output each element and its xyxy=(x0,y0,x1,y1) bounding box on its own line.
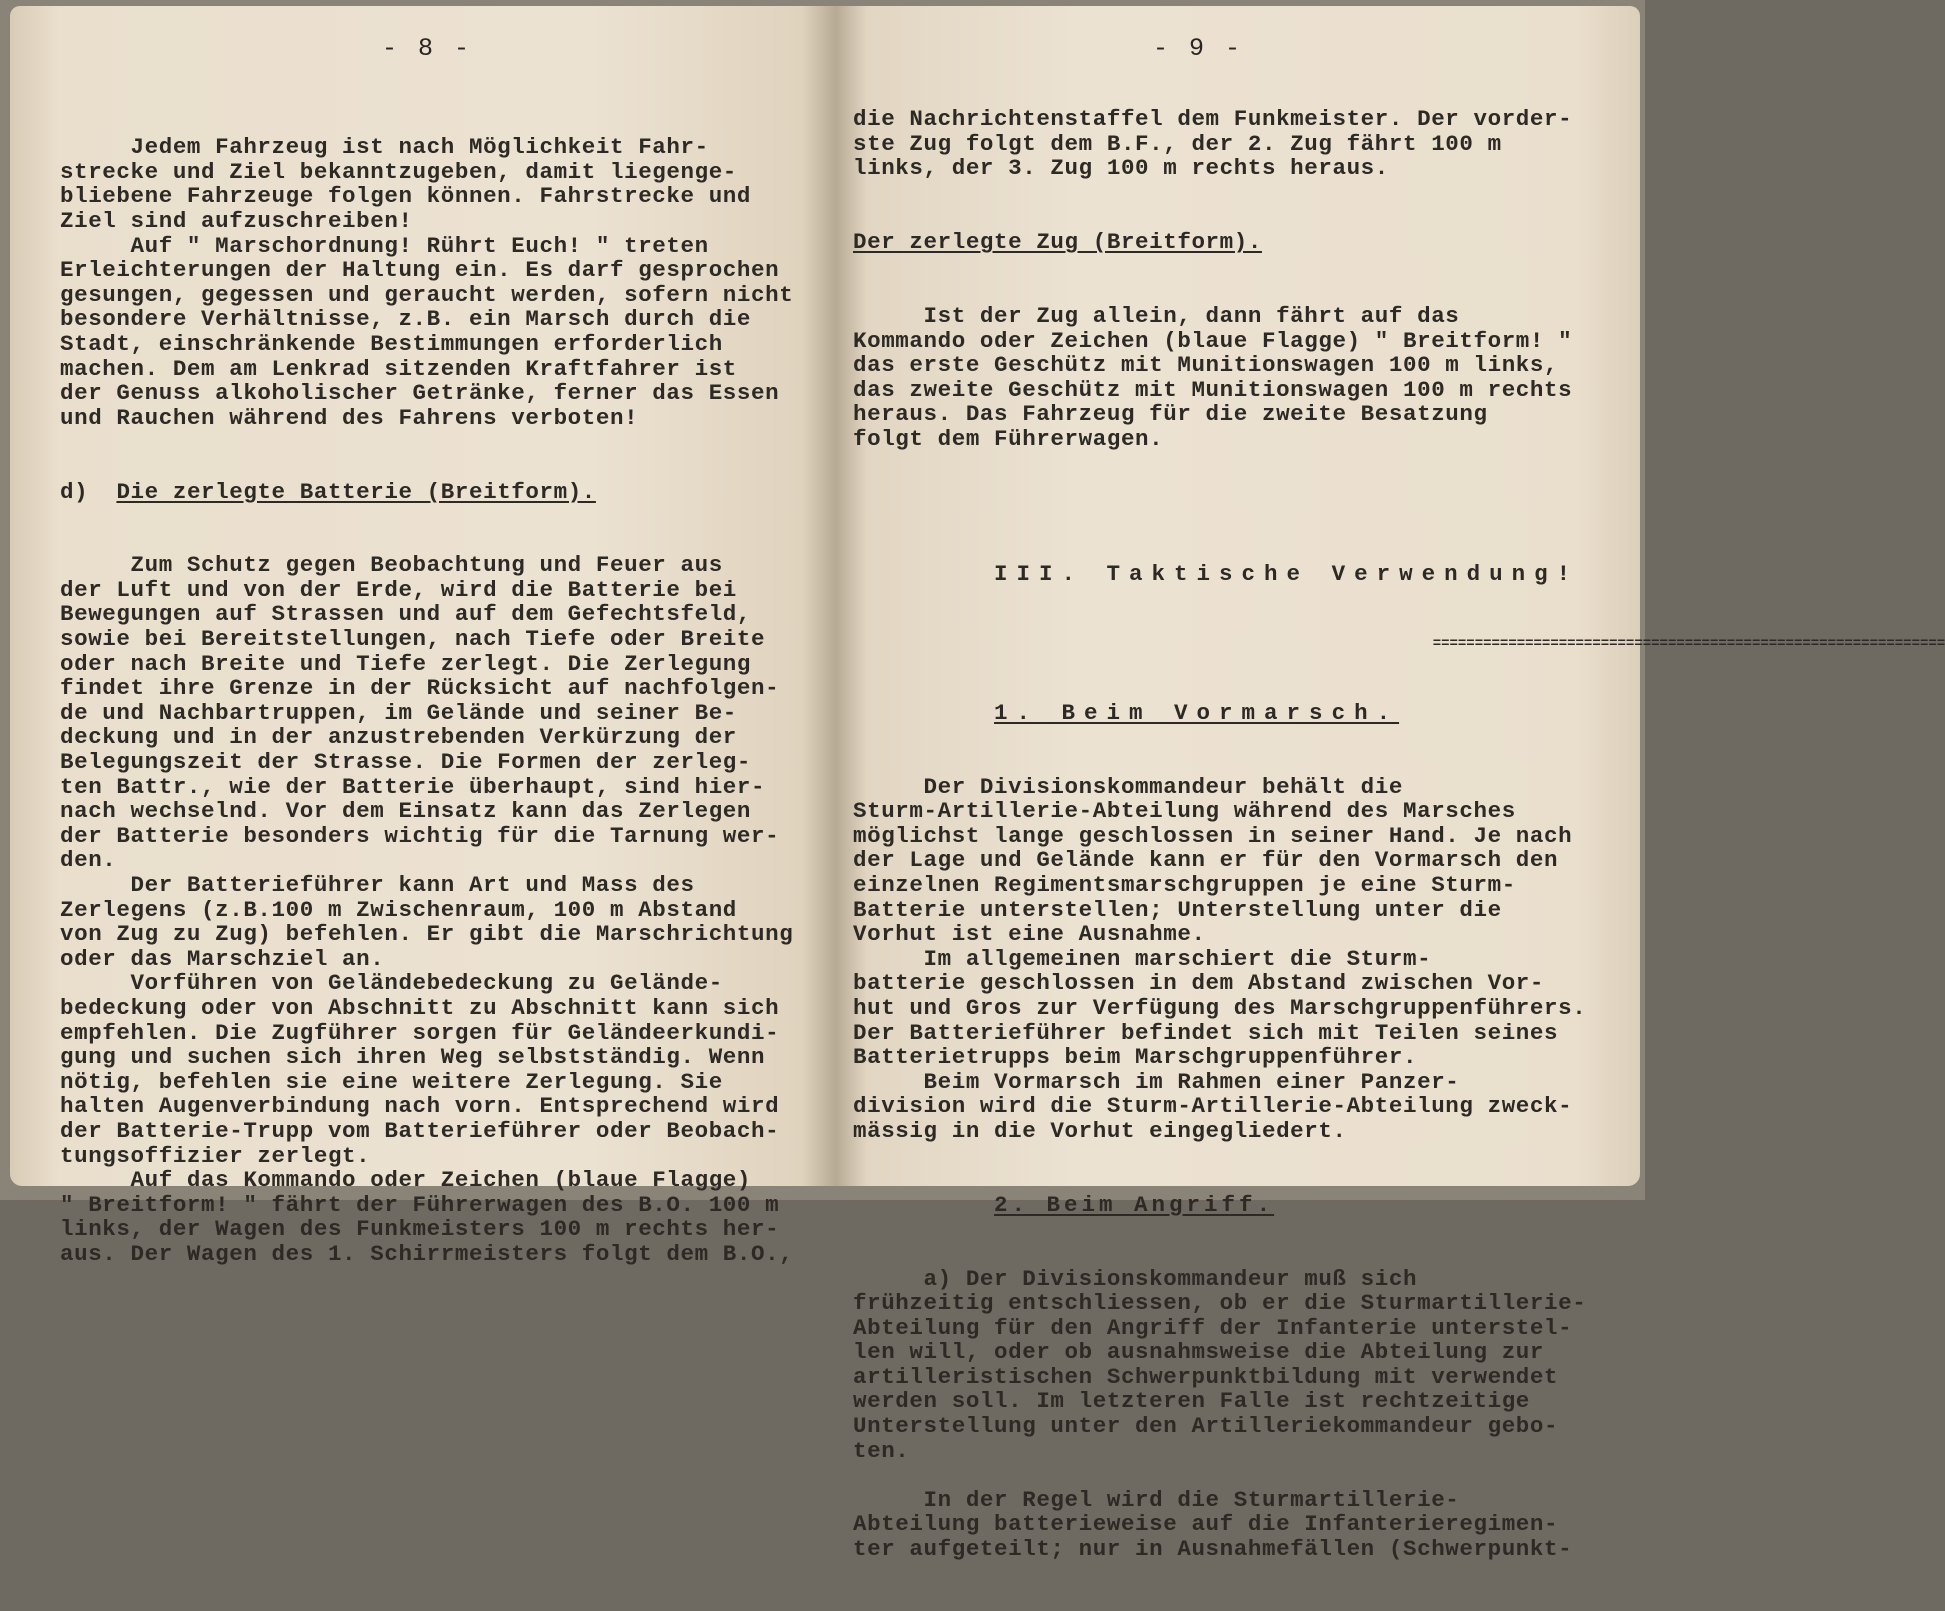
text-line: ten. xyxy=(853,1437,910,1464)
text-line: folgt dem Führerwagen. xyxy=(853,425,1164,452)
left-paragraphs-top xyxy=(60,135,793,430)
text-line: tungsoffizier zerlegt. xyxy=(60,1142,371,1169)
left-paragraphs-bottom xyxy=(60,553,793,1266)
text-line: Ist der Zug allein, dann fährt auf das xyxy=(853,302,1460,329)
text-line: de und Nachbartruppen, im Gelände und seiner Be- xyxy=(60,699,737,726)
text-line: nötig, befehlen sie eine weitere Zerlegung. Sie xyxy=(60,1068,723,1095)
right-page-text xyxy=(853,58,1945,1611)
text-line: Beim Vormarsch im Rahmen einer Panzer- xyxy=(853,1068,1460,1095)
text-line: die Nachrichtenstaffel dem Funkmeister. Der vorder- xyxy=(853,106,1573,133)
text-line: werden soll. Im letzteren Falle ist rechtzeitige xyxy=(853,1388,1530,1415)
text-line: deckung und in der anzustrebenden Verkürzung der xyxy=(60,724,737,751)
text-line: von Zug zu Zug) befehlen. Er gibt die Marschrichtung xyxy=(60,921,794,948)
text-line: Auf " Marschordnung! Rührt Euch! " treten xyxy=(60,232,709,259)
text-line: strecke und Ziel bekanntzugeben, damit liegenge- xyxy=(60,158,737,185)
page-number-left: - 8 - xyxy=(382,34,473,63)
text-line: Auf das Kommando oder Zeichen (blaue Flagge) xyxy=(60,1167,752,1194)
right-page xyxy=(835,6,1945,1563)
text-line: Zerlegens (z.B.100 m Zwischenraum, 100 m Abstand xyxy=(60,896,737,923)
text-line: heraus. Das Fahrzeug für die zweite Besatzung xyxy=(853,401,1488,428)
text-line: halten Augenverbindung nach vorn. Entsprechend wird xyxy=(60,1093,780,1120)
text-line: einzelnen Regimentsmarschgruppen je eine Sturm- xyxy=(853,872,1516,898)
text-line: Kommando oder Zeichen (blaue Flagge) " Breitform! " xyxy=(853,327,1573,354)
heading-beim-vormarsch: 1. Beim Vormarsch. xyxy=(994,699,1400,726)
text-line: nach wechselnd. Vor dem Einsatz kann das Zerlegen xyxy=(60,798,752,825)
text-line: mässig in die Vorhut eingegliedert. xyxy=(853,1117,1347,1144)
text-line: der Batterie-Trupp vom Batterieführer oder Beobach- xyxy=(60,1117,780,1144)
text-line: den. xyxy=(60,847,117,874)
text-line: Batterietrupps beim Marschgruppenführer. xyxy=(853,1044,1418,1071)
text-line: Zum Schutz gegen Beobachtung und Feuer aus xyxy=(60,552,723,579)
text-line: ste Zug folgt dem B.F., der 2. Zug fährt 100 m xyxy=(853,130,1502,157)
text-line: und Rauchen während des Fahrens verboten! xyxy=(60,404,639,431)
right-paragraph-top xyxy=(853,107,1945,181)
text-line: Der Divisionskommandeur behält die xyxy=(853,773,1403,800)
text-line: empfehlen. Die Zugführer sorgen für Geländeerkundi- xyxy=(60,1019,780,1046)
heading-iii-rule: ============================================================= xyxy=(1432,635,1945,652)
page-number-right: - 9 - xyxy=(1153,34,1244,63)
text-line: Unterstellung unter den Artilleriekommandeur gebo- xyxy=(853,1413,1559,1440)
text-line: gung und suchen sich ihren Weg selbstständig. Wenn xyxy=(60,1044,766,1071)
text-line: a) Der Divisionskommandeur muß sich xyxy=(853,1265,1418,1292)
text-line: ter aufgeteilt; nur in Ausnahmefällen (Schwerpunkt- xyxy=(853,1536,1573,1563)
text-line: Bewegungen auf Strassen und auf dem Gefechtsfeld, xyxy=(60,601,752,628)
text-line: ten Battr., wie der Batterie überhaupt, sind hier- xyxy=(60,773,766,800)
text-line: links, der 3. Zug 100 m rechts heraus. xyxy=(853,155,1389,182)
text-line: Abteilung für den Angriff der Infanterie unterstel- xyxy=(853,1314,1573,1341)
text-line: " Breitform! " fährt der Führerwagen des B.O. 100 m xyxy=(60,1191,780,1218)
text-line: das zweite Geschütz mit Munitionswagen 100 m rechts xyxy=(853,376,1573,403)
text-line: machen. Dem am Lenkrad sitzenden Kraftfahrer ist xyxy=(60,355,737,382)
heading-iii-line xyxy=(853,562,1945,587)
section-d-marker: d) xyxy=(60,478,89,505)
text-line: hut und Gros zur Verfügung des Marschgruppenführers. xyxy=(853,994,1587,1021)
section-d-heading-line xyxy=(60,480,793,505)
left-page xyxy=(10,6,835,1267)
text-line: Stadt, einschränkende Bestimmungen erforderlich xyxy=(60,330,723,357)
right-paragraphs-angriff xyxy=(853,1267,1945,1562)
text-line: aus. Der Wagen des 1. Schirrmeisters folgt dem B.O., xyxy=(60,1240,794,1267)
text-line: Abteilung batterieweise auf die Infanterieregimen- xyxy=(853,1511,1559,1538)
text-line: frühzeitig entschliessen, ob er die Sturmartillerie- xyxy=(853,1290,1587,1317)
text-line: besondere Verhältnisse, z.B. ein Marsch durch die xyxy=(60,306,752,333)
text-line: Batterie unterstellen; Unterstellung unter die xyxy=(853,896,1502,923)
text-line: das erste Geschütz mit Munitionswagen 100 m links, xyxy=(853,352,1559,379)
text-line: links, der Wagen des Funkmeisters 100 m rechts her- xyxy=(60,1216,780,1243)
text-line: bedeckung oder von Abschnitt zu Abschnitt kann sich xyxy=(60,994,780,1021)
text-line: In der Regel wird die Sturmartillerie- xyxy=(853,1486,1460,1513)
text-line: oder das Marschziel an. xyxy=(60,945,385,972)
text-line: batterie geschlossen in dem Abstand zwischen Vor- xyxy=(853,970,1545,997)
text-line: der Batterie besonders wichtig für die Tarnung wer- xyxy=(60,822,780,849)
heading-zerlegte-zug: Der zerlegte Zug (Breitform). xyxy=(853,229,1262,256)
text-line: Vorführen von Geländebedeckung zu Gelände- xyxy=(60,970,723,997)
text-line: findet ihre Grenze in der Rücksicht auf nachfolgen- xyxy=(60,675,780,702)
heading-2-line xyxy=(853,1193,1945,1218)
text-line xyxy=(853,1463,1945,1488)
text-line: Jedem Fahrzeug ist nach Möglichkeit Fahr- xyxy=(60,134,709,161)
text-line: gesungen, gegessen und geraucht werden, sofern nicht xyxy=(60,281,794,308)
text-line: Vorhut ist eine Ausnahme. xyxy=(853,921,1206,948)
heading-iii-rule-line xyxy=(853,636,1945,652)
text-line: Der Batterieführer kann Art und Mass des xyxy=(60,872,695,898)
text-line: der Lage und Gelände kann er für den Vormarsch den xyxy=(853,847,1559,874)
heading-taktische-verwendung: III. Taktische Verwendung! xyxy=(994,560,1580,587)
text-line: der Genuss alkoholischer Getränke, ferner das Essen xyxy=(60,380,780,407)
text-line: len will, oder ob ausnahmsweise die Abteilung zur xyxy=(853,1339,1545,1366)
left-page-text xyxy=(60,86,793,1316)
text-line: Der Batterieführer befindet sich mit Teilen seines xyxy=(853,1019,1559,1046)
text-line: bliebene Fahrzeuge folgen können. Fahrstrecke und xyxy=(60,183,752,210)
spacer xyxy=(853,501,1945,513)
section-d-heading: Die zerlegte Batterie (Breitform). xyxy=(116,478,596,505)
text-line: Ziel sind aufzuschreiben! xyxy=(60,207,413,234)
text-line: artilleristischen Schwerpunktbildung mit verwendet xyxy=(853,1363,1559,1390)
right-paragraph-zug xyxy=(853,304,1945,452)
text-line: sowie bei Bereitstellungen, nach Tiefe oder Breite xyxy=(60,626,766,653)
text-line: der Luft und von der Erde, wird die Batterie bei xyxy=(60,576,737,603)
right-paragraphs-vormarsch xyxy=(853,775,1945,1144)
text-line: Belegungszeit der Strasse. Die Formen der zerleg- xyxy=(60,749,752,776)
heading-beim-angriff: 2. Beim Angriff. xyxy=(994,1191,1275,1218)
text-line: Sturm-Artillerie-Abteilung während des Marsches xyxy=(853,798,1516,825)
text-line: Erleichterungen der Haltung ein. Es darf gesprochen xyxy=(60,257,780,284)
heading-1-line xyxy=(853,701,1945,726)
text-line: division wird die Sturm-Artillerie-Abteilung zweck- xyxy=(853,1093,1573,1120)
text-line: möglichst lange geschlossen in seiner Hand. Je nach xyxy=(853,822,1573,849)
text-line: oder nach Breite und Tiefe zerlegt. Die Zerlegung xyxy=(60,650,752,677)
text-line: Im allgemeinen marschiert die Sturm- xyxy=(853,945,1432,972)
